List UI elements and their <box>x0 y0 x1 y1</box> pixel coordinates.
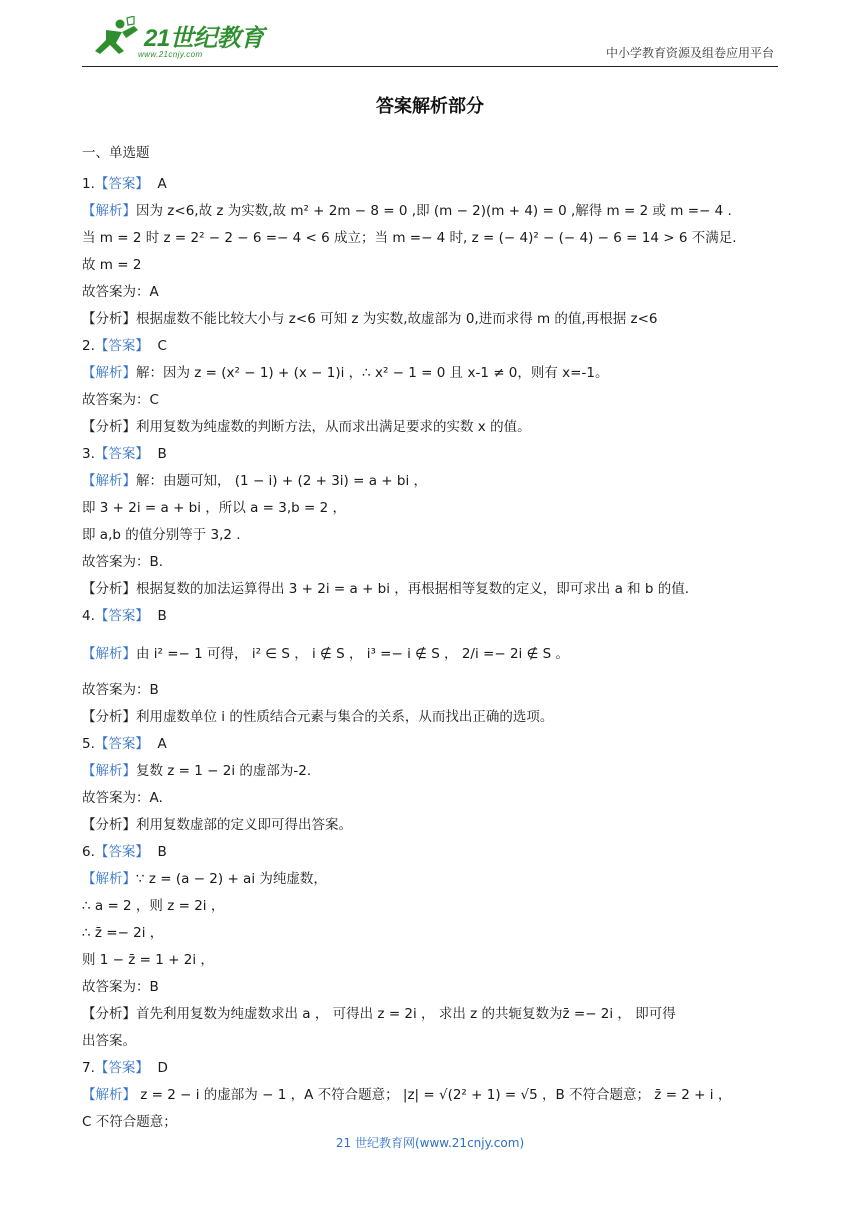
analysis-text: 复数 z = 1 − 2i 的虚部为-2. <box>136 763 312 779</box>
item-5-answer-line <box>82 734 167 754</box>
answer-value: B <box>157 608 167 624</box>
item-5-note <box>82 815 352 835</box>
item-1-analysis-line-2: 当 m = 2 时 z = 2² − 2 − 6 =− 4 < 6 成立；当 m =− 4 时, z = (− 4)² − (− 4) − 6 = 14 > 6 不满足. <box>82 230 737 246</box>
item-6-note-line-2: 出答案。 <box>82 1033 136 1049</box>
platform-name: 中小学教育资源及组卷应用平台 <box>605 46 774 60</box>
item-3-analysis-line-2: 即 3 + 2i = a + bi ，所以 a = 3,b = 2 ， <box>82 500 346 516</box>
item-7-answer-line <box>82 1058 168 1078</box>
analysis-tag: 【解析】 <box>82 473 136 489</box>
answer-value: A <box>157 176 167 192</box>
item-1-note <box>82 309 658 329</box>
note-text: 利用复数为纯虚数的判断方法，从而求出满足要求的实数 x 的值。 <box>136 419 531 435</box>
logo-text: 21世纪教育 <box>144 25 264 52</box>
logo-url: www.21cnjy.com <box>138 50 203 59</box>
note-text: 首先利用复数为纯虚数求出 a ， 可得出 z = 2i ， 求出 z 的共轭复数为z̄ =− 2i ， 即可得 <box>136 1006 676 1022</box>
item-7-analysis-line-1 <box>82 1085 731 1105</box>
runner-logo-icon <box>86 16 146 62</box>
item-1-answer-line <box>82 174 167 194</box>
note-tag: 【分析】 <box>82 311 136 327</box>
answer-tag: 【答案】 <box>94 608 149 624</box>
analysis-tag: 【解析】 <box>82 1087 136 1103</box>
analysis-text: ∵ z = (a − 2) + ai 为纯虚数， <box>136 871 327 887</box>
item-number: 7. <box>82 1060 95 1076</box>
analysis-tag: 【解析】 <box>82 365 136 381</box>
item-6-analysis-line-4: 则 1 − z̄ = 1 + 2i ， <box>82 952 214 968</box>
item-3-note <box>82 579 689 599</box>
analysis-text: z = 2 − i 的虚部为 − 1 ，A 不符合题意； |z| = √(2² + 1) = √5 ，B 不符合题意； z̄ = 2 + i ， <box>140 1087 732 1103</box>
item-number: 4. <box>82 608 95 624</box>
answer-value: B <box>157 844 167 860</box>
item-5-final: 故答案为：A. <box>82 790 163 806</box>
item-2-answer-line <box>82 336 167 356</box>
item-6-analysis-line-2: ∴ a = 2 ，则 z = 2i ， <box>82 898 225 914</box>
note-tag: 【分析】 <box>82 1006 136 1022</box>
logo <box>86 16 266 62</box>
item-4-final: 故答案为：B <box>82 682 159 698</box>
item-7-analysis-line-2: C 不符合题意； <box>82 1114 177 1130</box>
item-3-analysis-line-3: 即 a,b 的值分别等于 3,2 . <box>82 527 241 543</box>
item-4-analysis <box>82 644 569 664</box>
answer-tag: 【答案】 <box>94 736 149 752</box>
analysis-text: 由 i² =− 1 可得， i² ∈ S ， i ∉ S ， i³ =− i ∉ S ， 2/i =− 2i ∉ S 。 <box>136 646 569 662</box>
item-5-analysis <box>82 761 311 781</box>
answer-tag: 【答案】 <box>94 1060 149 1076</box>
note-tag: 【分析】 <box>82 709 136 725</box>
item-3-analysis-line-1 <box>82 471 427 491</box>
item-6-analysis-line-1 <box>82 869 327 889</box>
analysis-text: 因为 z<6,故 z 为实数,故 m² + 2m − 8 = 0 ,即 (m − 2)(m + 4) = 0 ,解得 m = 2 或 m =− 4 . <box>136 203 732 219</box>
answer-value: B <box>157 446 167 462</box>
note-tag: 【分析】 <box>82 419 136 435</box>
answer-value: A <box>157 736 167 752</box>
note-text: 根据复数的加法运算得出 3 + 2i = a + bi ，再根据相等复数的定义，即可求出 a 和 b 的值. <box>136 581 690 597</box>
answer-tag: 【答案】 <box>94 176 149 192</box>
note-text: 利用复数虚部的定义即可得出答案。 <box>136 817 352 833</box>
note-tag: 【分析】 <box>82 581 136 597</box>
footer-link[interactable]: 21 世纪教育网(www.21cnjy.com) <box>335 1136 525 1150</box>
analysis-tag: 【解析】 <box>82 203 136 219</box>
item-number: 5. <box>82 736 95 752</box>
item-6-analysis-line-3: ∴ z̄ =− 2i ， <box>82 925 164 941</box>
page-title: 答案解析部分 <box>376 96 484 117</box>
answer-tag: 【答案】 <box>94 338 149 354</box>
note-tag: 【分析】 <box>82 817 136 833</box>
item-number: 1. <box>82 176 95 192</box>
note-text: 根据虚数不能比较大小与 z<6 可知 z 为实数,故虚部为 0,进而求得 m 的值,再根据 z<6 <box>136 311 658 327</box>
item-3-final: 故答案为：B. <box>82 554 164 570</box>
page-header <box>82 14 778 67</box>
item-1-analysis-line-1 <box>82 201 732 221</box>
answer-tag: 【答案】 <box>94 844 149 860</box>
item-number: 2. <box>82 338 95 354</box>
item-1-final: 故答案为：A <box>82 284 159 300</box>
analysis-text: 解：因为 z = (x² − 1) + (x − 1)i ，∴ x² − 1 = 0 且 x-1 ≠ 0，则有 x=-1。 <box>136 365 609 381</box>
analysis-tag: 【解析】 <box>82 646 136 662</box>
analysis-text: 解：由题可知， (1 − i) + (2 + 3i) = a + bi ， <box>136 473 427 489</box>
answer-tag: 【答案】 <box>94 446 149 462</box>
analysis-tag: 【解析】 <box>82 763 136 779</box>
item-4-answer-line <box>82 606 167 626</box>
section-heading: 一、单选题 <box>82 145 150 161</box>
item-6-note-line-1 <box>82 1004 676 1024</box>
note-text: 利用虚数单位 i 的性质结合元素与集合的关系，从而找出正确的选项。 <box>136 709 554 725</box>
item-number: 3. <box>82 446 95 462</box>
item-number: 6. <box>82 844 95 860</box>
item-2-analysis <box>82 363 608 383</box>
item-2-final: 故答案为：C <box>82 392 159 408</box>
item-1-analysis-line-3: 故 m = 2 <box>82 257 142 273</box>
answer-value: D <box>157 1060 168 1076</box>
item-6-final: 故答案为：B <box>82 979 159 995</box>
answer-value: C <box>157 338 167 354</box>
item-4-note <box>82 707 553 727</box>
item-2-note <box>82 417 531 437</box>
analysis-tag: 【解析】 <box>82 871 136 887</box>
item-3-answer-line <box>82 444 167 464</box>
item-6-answer-line <box>82 842 167 862</box>
